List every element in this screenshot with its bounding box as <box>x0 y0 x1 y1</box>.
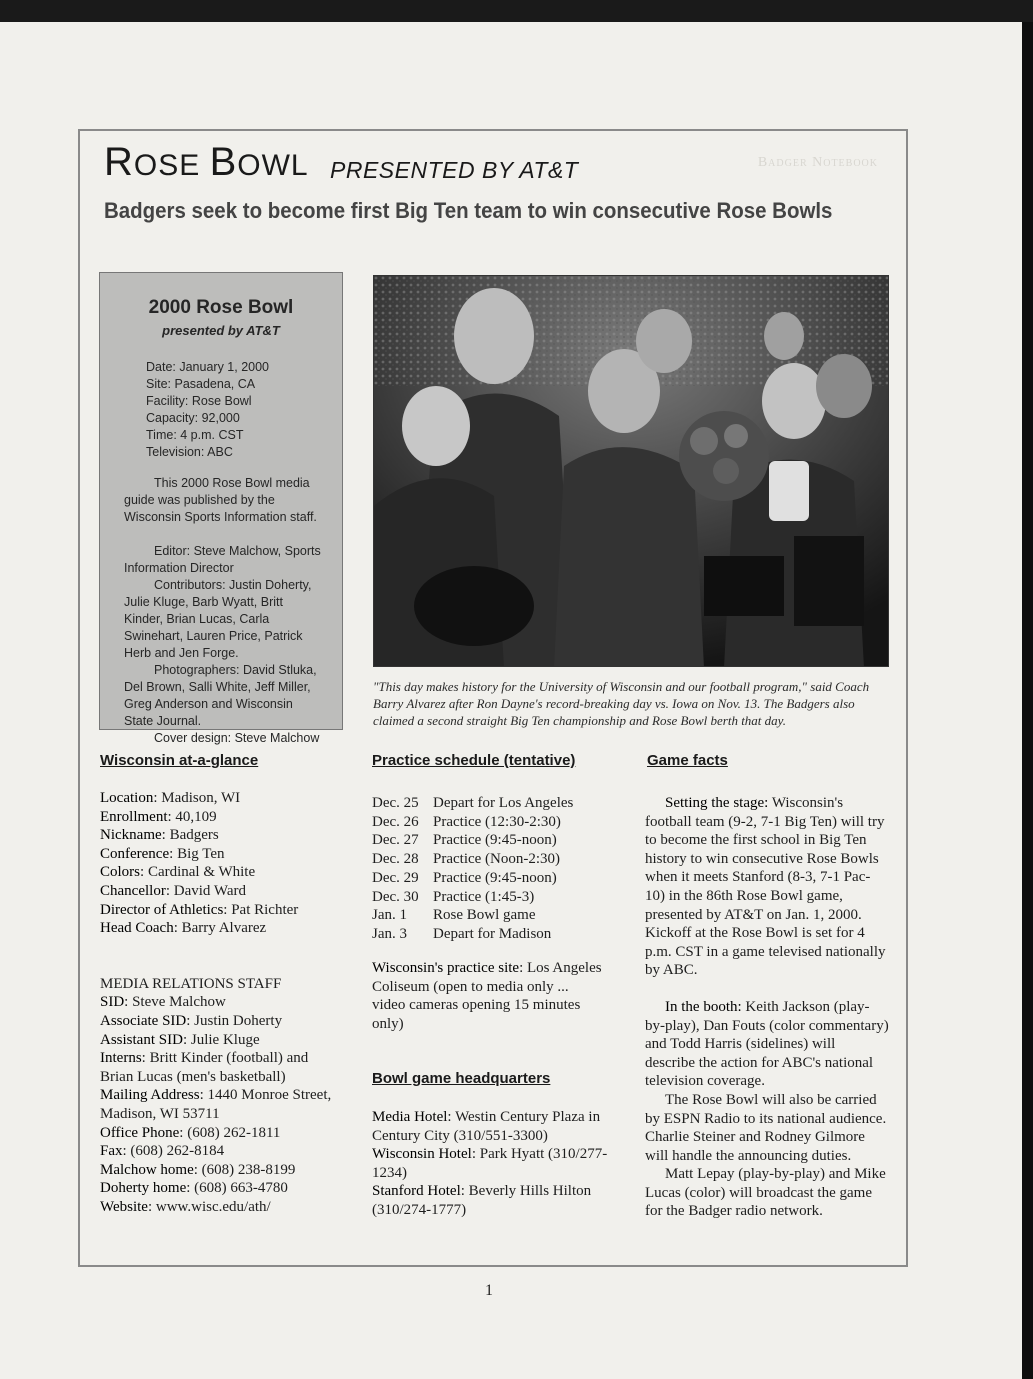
glance-heading: Wisconsin at-a-glance <box>100 752 259 769</box>
headquarters-list <box>372 1108 617 1220</box>
info-box-credits <box>124 543 324 747</box>
staff-office-phone: Office Phone: (608) 262-1811 <box>100 1124 281 1141</box>
page-subtitle: PRESENTED BY AT&T <box>330 157 579 183</box>
fact-facility: Facility: Rose Bowl <box>146 394 252 408</box>
glance-list <box>100 789 340 1216</box>
practice-schedule <box>372 794 573 944</box>
media-hotel: Media Hotel: Westin Century Plaza in Century City (310/551-3300) <box>372 1109 601 1144</box>
headquarters-heading: Bowl game headquarters <box>372 1070 551 1087</box>
spacer <box>645 980 889 998</box>
staff-website[interactable]: Website: www.wisc.edu/ath/ <box>100 1198 271 1215</box>
staff-interns: Interns: Britt Kinder (football) and Brian Lucas (men's basketball) <box>100 1050 309 1085</box>
glance-nickname: Nickname: Badgers <box>100 827 219 844</box>
stanford-hotel: Stanford Hotel: Beverly Hills Hilton (310/274-1777) <box>372 1183 592 1218</box>
schedule-row: Dec. 29 Practice (9:45-noon) <box>372 869 557 886</box>
fact-capacity: Capacity: 92,000 <box>146 411 240 425</box>
wisconsin-hotel: Wisconsin Hotel: Park Hyatt (310/277-1234) <box>372 1146 608 1181</box>
staff-assistant-sid: Assistant SID: Julie Kluge <box>100 1031 260 1048</box>
schedule-row: Dec. 26 Practice (12:30-2:30) <box>372 813 561 830</box>
fact-site: Site: Pasadena, CA <box>146 377 256 391</box>
page-title <box>104 140 309 185</box>
glance-enrollment: Enrollment: 40,109 <box>100 808 217 825</box>
photo-caption: "This day makes history for the University of Wisconsin and our football program," said Coach Barry Alvarez after Ron Dayne's record-breaking day vs. Iowa on Nov. 13. The Badgers also claimed a second straight Big Ten championship and Rose Bowl berth that day. <box>373 679 870 728</box>
glance-athletic-director: Director of Athletics: Pat Richter <box>100 901 299 918</box>
photo-image <box>374 276 889 667</box>
staff-sid: SID: Steve Malchow <box>100 994 226 1011</box>
page-number: 1 <box>485 1282 493 1299</box>
fact-time: Time: 4 p.m. CST <box>146 428 244 442</box>
fact-television: Television: ABC <box>146 445 233 459</box>
title-ose: OSE <box>133 149 210 182</box>
game-facts-heading: Game facts <box>647 752 728 769</box>
title-letter-r: R <box>104 140 134 184</box>
info-box-title: 2000 Rose Bowl <box>148 297 294 318</box>
schedule-row: Dec. 30 Practice (1:45-3) <box>372 888 535 905</box>
game-facts-text <box>645 794 889 1221</box>
schedule-row: Dec. 28 Practice (Noon-2:30) <box>372 851 561 868</box>
rose-bowl-info-box <box>99 272 343 745</box>
practice-site: Wisconsin's practice site: Los Angeles Coliseum (open to media only ... video cameras opening 15 minutes only) <box>372 960 602 1032</box>
title-owl: OWL <box>237 149 309 182</box>
facts-badger-radio: Matt Lepay (play-by-play) and Mike Lucas (color) will broadcast the game for the Badger radio network. <box>645 1166 886 1220</box>
staff-doherty-home: Doherty home: (608) 663-4780 <box>100 1180 288 1197</box>
info-box-facts <box>146 359 269 461</box>
facts-espn-radio: The Rose Bowl will also be carried by ESPN Radio to its national audience. Charlie Steiner and Rodney Gilmore will handle the announcing duties. <box>645 1091 887 1164</box>
page-edge-shadow <box>1022 22 1033 1379</box>
staff-heading: MEDIA RELATIONS STAFF <box>100 975 282 992</box>
practice-heading: Practice schedule (tentative) <box>372 752 576 769</box>
credit-editor: Editor: Steve Malchow, Sports Information Director <box>124 544 321 575</box>
staff-fax: Fax: (608) 262-8184 <box>100 1143 225 1160</box>
staff-mailing-address: Mailing Address: 1440 Monroe Street, Madison, WI 53711 <box>100 1087 332 1122</box>
headline: Badgers seek to become first Big Ten team to win consecutive Rose Bowls <box>104 198 833 223</box>
glance-location: Location: Madison, WI <box>100 790 241 806</box>
schedule-row: Dec. 27 Practice (9:45-noon) <box>372 832 557 849</box>
facts-setting-stage: Setting the stage: Wisconsin's football team (9-2, 7-1 Big Ten) will try to become the first school in Big Ten history to win consecutive Rose Bowls when it meets Stanford (8-3, 7-1 Pac-10) in the 86th Rose Bowl game, presented by AT&T on Jan. 1, 2000. Kickoff at the Rose Bowl is set for 4 p.m. CST in a game televised nationally by ABC. <box>645 795 886 979</box>
title-letter-b: B <box>209 140 238 184</box>
schedule-row: Jan. 1 Rose Bowl game <box>372 907 536 924</box>
credit-cover: Cover design: Steve Malchow <box>154 731 320 745</box>
schedule-row: Jan. 3 Depart for Madison <box>372 925 552 942</box>
schedule-row: Dec. 25 Depart for Los Angeles <box>372 795 574 811</box>
facts-in-the-booth: In the booth: Keith Jackson (play-by-play), Dan Fouts (color commentary) and Todd Harris (sidelines) will describe the action for ABC's national television coverage. <box>645 998 889 1090</box>
glance-head-coach: Head Coach: Barry Alvarez <box>100 920 267 937</box>
fact-date: Date: January 1, 2000 <box>146 360 269 374</box>
glance-chancellor: Chancellor: David Ward <box>100 882 246 899</box>
spacer <box>100 938 340 975</box>
credit-contributors: Contributors: Justin Doherty, Julie Kluge, Barb Wyatt, Britt Kinder, Brian Lucas, Carla Swinehart, Lauren Price, Patrick Herb and Jen Forge. <box>124 578 312 660</box>
info-box-subtitle: presented by AT&T <box>162 323 280 338</box>
info-box-published: This 2000 Rose Bowl media guide was published by the Wisconsin Sports Information staff. <box>124 476 317 524</box>
staff-malchow-home: Malchow home: (608) 238-8199 <box>100 1161 296 1178</box>
ghost-header: Badger Notebook <box>757 155 878 170</box>
glance-colors: Colors: Cardinal & White <box>100 864 256 881</box>
celebration-photo <box>373 275 889 667</box>
credit-photographers: Photographers: David Stluka, Del Brown, Salli White, Jeff Miller, Greg Anderson and Wisconsin State Journal. <box>124 663 317 728</box>
glance-conference: Conference: Big Ten <box>100 845 225 862</box>
staff-associate-sid: Associate SID: Justin Doherty <box>100 1012 283 1029</box>
